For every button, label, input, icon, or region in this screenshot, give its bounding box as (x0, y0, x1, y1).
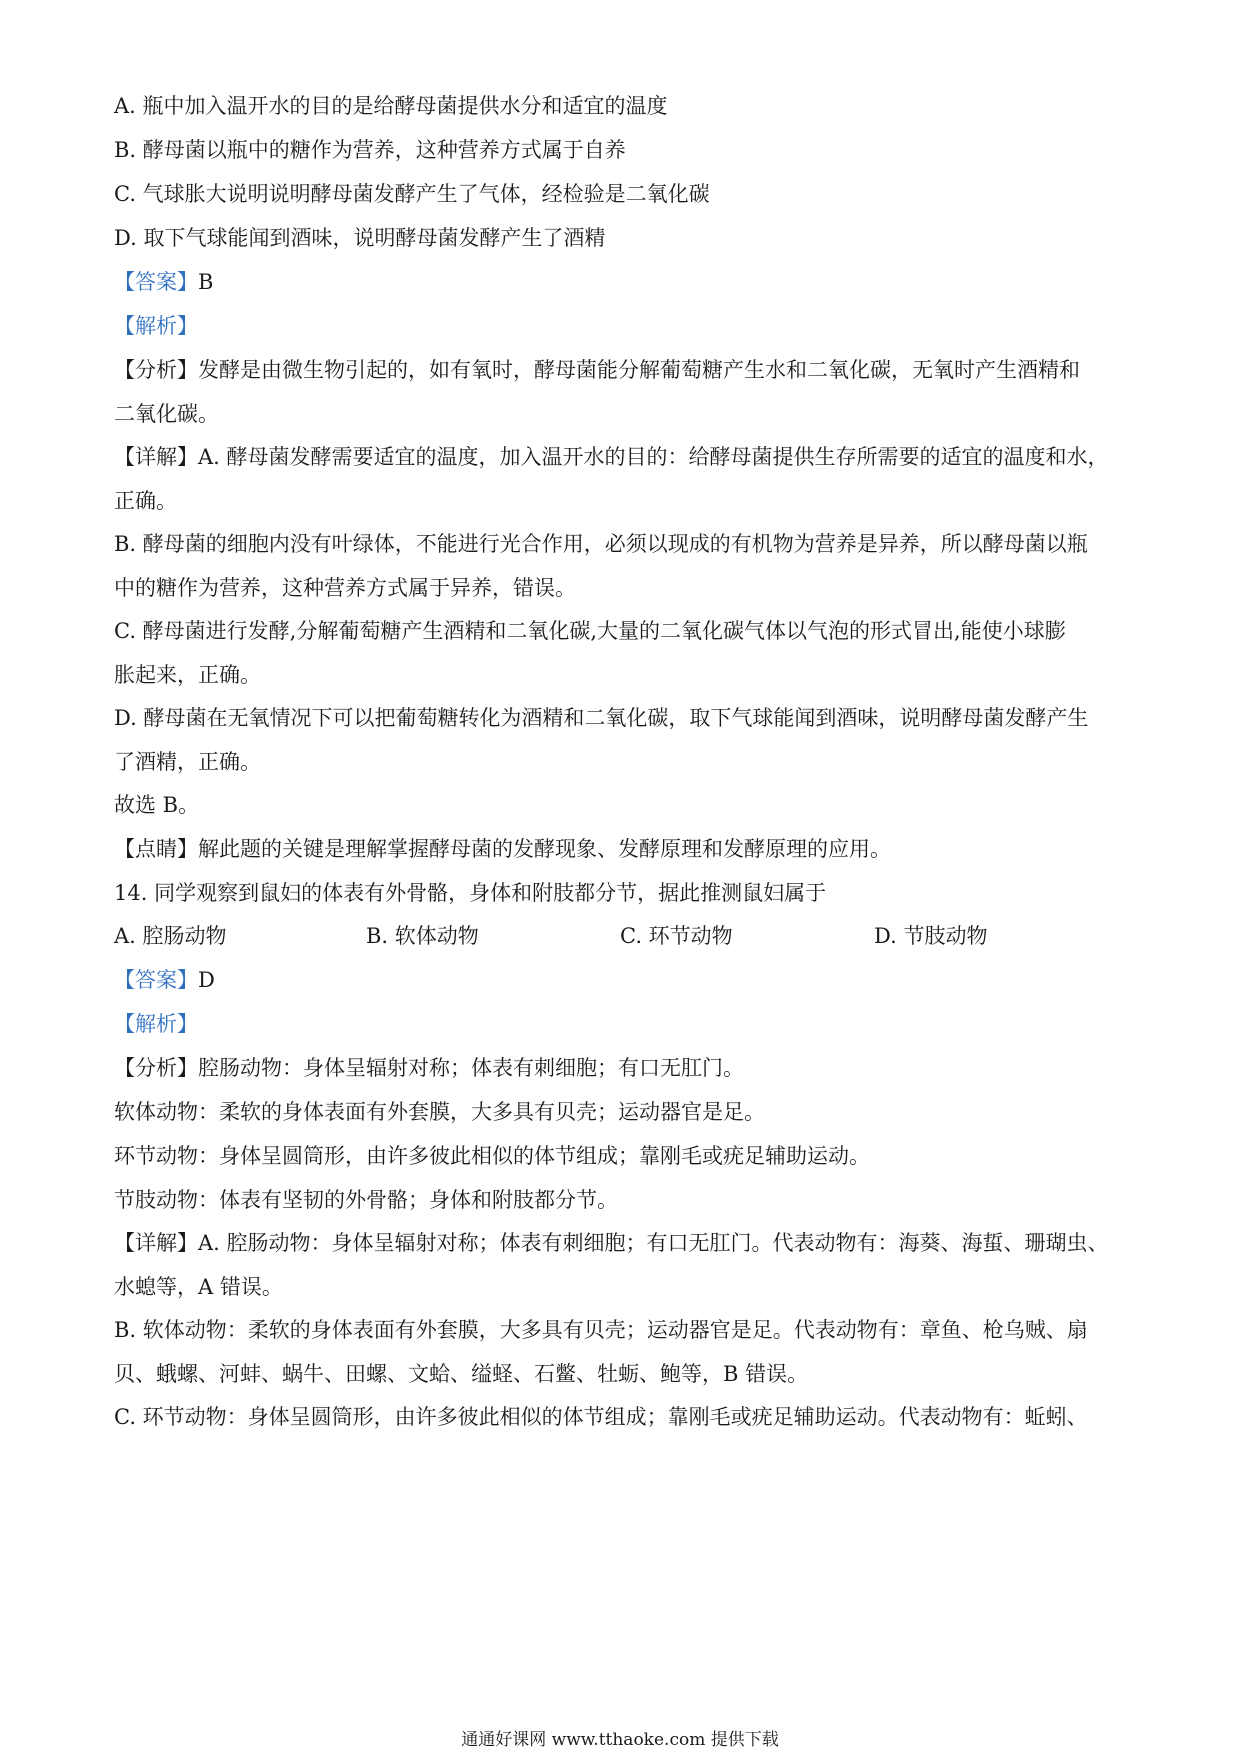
q14-option-b: B. 软体动物 (366, 924, 479, 948)
answer-tag: 【答案】 (114, 968, 198, 992)
q13-analysis-heading (114, 312, 1134, 340)
q13-detail-c-line-2: 胀起来，正确。 (114, 663, 261, 687)
analysis-tag: 【解析】 (114, 1012, 198, 1036)
fenxi-tag: 【分析】 (114, 1056, 198, 1080)
q14-fenxi-line-3: 环节动物：身体呈圆筒形，由许多彼此相似的体节组成；靠刚毛或疣足辅助运动。 (114, 1144, 870, 1168)
q14-fenxi-line-1 (114, 1054, 1134, 1082)
q13-conclusion: 故选 B。 (114, 793, 200, 817)
detail-text: A. 酵母菌发酵需要适宜的温度，加入温开水的目的：给酵母菌提供生存所需要的适宜的温度和水， (198, 445, 1109, 469)
fenxi-tag: 【分析】 (114, 358, 198, 382)
q14-fenxi-line-4: 节肢动物：体表有坚韧的外骨骼；身体和附肢都分节。 (114, 1188, 618, 1212)
detail-tag: 【详解】 (114, 445, 198, 469)
q14-detail-c-line-1: C. 环节动物：身体呈圆筒形，由许多彼此相似的体节组成；靠刚毛或疣足辅助运动。代表动物有：蚯蚓、 (114, 1405, 1088, 1429)
q13-detail-b-line-1: B. 酵母菌的细胞内没有叶绿体，不能进行光合作用，必须以现成的有机物为营养是异养，所以酵母菌以瓶 (114, 532, 1088, 556)
fenxi-text: 发酵是由微生物引起的，如有氧时，酵母菌能分解葡萄糖产生水和二氧化碳，无氧时产生酒精和 (198, 358, 1080, 382)
detail-tag: 【详解】 (114, 1231, 198, 1255)
q13-answer (114, 268, 1134, 296)
comment-text: 解此题的关键是理解掌握酵母菌的发酵现象、发酵原理和发酵原理的应用。 (198, 837, 891, 861)
q13-option-b: B. 酵母菌以瓶中的糖作为营养，这种营养方式属于自养 (114, 138, 626, 162)
q14-detail-a-line-1 (114, 1229, 1134, 1257)
q14-stem: 14. 同学观察到鼠妇的体表有外骨骼，身体和附肢都分节，据此推测鼠妇属于 (114, 881, 827, 905)
q14-option-d: D. 节肢动物 (874, 924, 988, 948)
q14-fenxi-line-2: 软体动物：柔软的身体表面有外套膜，大多具有贝壳；运动器官是足。 (114, 1100, 765, 1124)
q13-option-c: C. 气球胀大说明说明酵母菌发酵产生了气体，经检验是二氧化碳 (114, 182, 710, 206)
q14-analysis-heading (114, 1010, 1134, 1038)
q13-detail-a-line-2: 正确。 (114, 489, 177, 513)
q13-detail-d-line-1: D. 酵母菌在无氧情况下可以把葡萄糖转化为酒精和二氧化碳，取下气球能闻到酒味，说明酵母菌发酵产生 (114, 706, 1089, 730)
q14-detail-a-line-2: 水螅等，A 错误。 (114, 1275, 283, 1299)
analysis-tag: 【解析】 (114, 314, 198, 338)
q14-answer (114, 966, 1134, 994)
q13-option-d: D. 取下气球能闻到酒味，说明酵母菌发酵产生了酒精 (114, 226, 606, 250)
answer-tag: 【答案】 (114, 270, 198, 294)
q14-option-c: C. 环节动物 (620, 924, 733, 948)
q13-detail-c-line-1: C. 酵母菌进行发酵,分解葡萄糖产生酒精和二氧化碳,大量的二氧化碳气体以气泡的形式冒出,能使小球膨 (114, 619, 1066, 643)
detail-text: A. 腔肠动物：身体呈辐射对称；体表有刺细胞；有口无肛门。代表动物有：海葵、海蜇、珊瑚虫、 (198, 1231, 1109, 1255)
comment-tag: 【点睛】 (114, 837, 198, 861)
q13-fenxi-line-1 (114, 356, 1134, 384)
q13-fenxi-line-2: 二氧化碳。 (114, 402, 219, 426)
q13-detail-b-line-2: 中的糖作为营养，这种营养方式属于异养，错误。 (114, 576, 576, 600)
q13-detail-a-line-1 (114, 443, 1134, 471)
fenxi-text: 腔肠动物：身体呈辐射对称；体表有刺细胞；有口无肛门。 (198, 1056, 744, 1080)
answer-value: D (198, 968, 215, 992)
answer-value: B (198, 270, 214, 294)
q14-detail-b-line-1: B. 软体动物：柔软的身体表面有外套膜，大多具有贝壳；运动器官是足。代表动物有：章鱼、枪乌贼、扇 (114, 1318, 1088, 1342)
q13-option-a: A. 瓶中加入温开水的目的是给酵母菌提供水分和适宜的温度 (114, 94, 668, 118)
q14-option-a: A. 腔肠动物 (114, 924, 227, 948)
q14-detail-b-line-2: 贝、蛾螺、河蚌、蜗牛、田螺、文蛤、缢蛏、石鳖、牡蛎、鲍等，B 错误。 (114, 1362, 809, 1386)
q13-comment (114, 835, 1134, 863)
page-footer: 通通好课网 www.tthaoke.com 提供下载 (461, 1730, 779, 1750)
q13-detail-d-line-2: 了酒精，正确。 (114, 750, 261, 774)
